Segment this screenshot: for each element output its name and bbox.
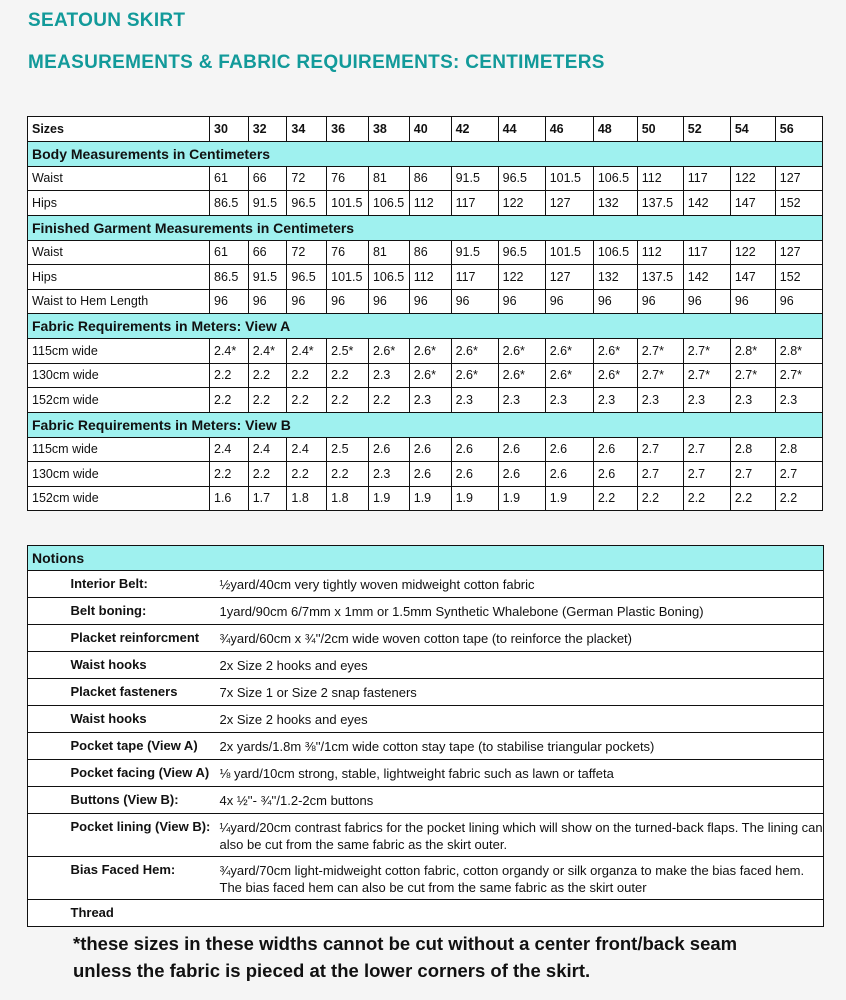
value-cell: 2.2 (327, 363, 369, 388)
value-cell: 2.4* (287, 339, 327, 364)
notion-text: ⅛ yard/10cm strong, stable, lightweight fabric such as lawn or taffeta (220, 760, 824, 787)
value-cell: 91.5 (451, 240, 498, 265)
value-cell: 2.7 (637, 462, 683, 487)
value-cell: 2.2 (210, 462, 249, 487)
section-title: Body Measurements in Centimeters (28, 141, 823, 166)
notion-label: Thread (55, 900, 220, 927)
value-cell: 2.6* (498, 339, 545, 364)
size-42: 42 (451, 117, 498, 142)
size-44: 44 (498, 117, 545, 142)
table-row (28, 486, 823, 511)
value-cell: 122 (730, 240, 775, 265)
value-cell: 2.7 (683, 462, 730, 487)
value-cell: 2.3 (637, 388, 683, 413)
value-cell: 2.2 (593, 486, 637, 511)
value-cell: 96 (409, 289, 451, 314)
value-cell: 2.6 (498, 437, 545, 462)
value-cell: 1.6 (210, 486, 249, 511)
row-label: 130cm wide (28, 363, 210, 388)
value-cell: 96 (545, 289, 593, 314)
value-cell: 112 (637, 166, 683, 191)
value-cell: 2.6* (409, 339, 451, 364)
value-cell: 96.5 (287, 265, 327, 290)
notion-label: Waist hooks (55, 652, 220, 679)
notion-row (28, 706, 824, 733)
value-cell: 127 (775, 166, 822, 191)
value-cell: 2.6* (451, 363, 498, 388)
value-cell: 96 (248, 289, 287, 314)
value-cell: 2.3 (368, 462, 409, 487)
value-cell: 1.9 (368, 486, 409, 511)
value-cell: 2.2 (327, 388, 369, 413)
notion-label: Placket fasteners (55, 679, 220, 706)
table-row (28, 191, 823, 216)
notion-row (28, 652, 824, 679)
value-cell: 1.9 (545, 486, 593, 511)
value-cell: 106.5 (593, 240, 637, 265)
value-cell: 2.2 (210, 388, 249, 413)
value-cell: 81 (368, 166, 409, 191)
value-cell: 2.7 (730, 462, 775, 487)
row-label: Waist (28, 166, 210, 191)
value-cell: 86.5 (210, 265, 249, 290)
section-header-row (28, 215, 823, 240)
table-row (28, 265, 823, 290)
footnote: *these sizes in these widths cannot be cut without a center front/back seam unless the fabric is pieced at the lower corners of the skirt. (73, 933, 738, 981)
value-cell: 137.5 (637, 191, 683, 216)
notion-text: ¾yard/70cm light-midweight cotton fabric, cotton organdy or silk organza to make the bias faced hem. The bias faced hem can also be cut from the same fabric as the skirt outer (220, 857, 824, 900)
notions-header-row (28, 546, 824, 571)
notion-label: Interior Belt: (55, 571, 220, 598)
notion-indent (28, 598, 55, 625)
value-cell: 2.8* (730, 339, 775, 364)
value-cell: 137.5 (637, 265, 683, 290)
value-cell: 96.5 (287, 191, 327, 216)
notion-row (28, 733, 824, 760)
notion-row (28, 857, 824, 900)
notion-label: Belt boning: (55, 598, 220, 625)
value-cell: 72 (287, 166, 327, 191)
value-cell: 96 (683, 289, 730, 314)
notion-text: ½yard/40cm very tightly woven midweight cotton fabric (220, 571, 824, 598)
notion-label: Waist hooks (55, 706, 220, 733)
value-cell: 2.7* (637, 363, 683, 388)
value-cell: 72 (287, 240, 327, 265)
table-row (28, 240, 823, 265)
notion-indent (28, 787, 55, 814)
value-cell: 2.2 (368, 388, 409, 413)
value-cell: 2.3 (683, 388, 730, 413)
notions-table (27, 545, 824, 927)
section-title: Fabric Requirements in Meters: View B (28, 412, 823, 437)
notion-row (28, 787, 824, 814)
value-cell: 117 (451, 265, 498, 290)
value-cell: 2.3 (730, 388, 775, 413)
value-cell: 117 (683, 240, 730, 265)
size-30: 30 (210, 117, 249, 142)
value-cell: 96 (327, 289, 369, 314)
value-cell: 2.2 (287, 363, 327, 388)
value-cell: 132 (593, 265, 637, 290)
value-cell: 2.6* (593, 339, 637, 364)
value-cell: 2.7* (683, 339, 730, 364)
value-cell: 96 (451, 289, 498, 314)
notion-row (28, 679, 824, 706)
value-cell: 96 (637, 289, 683, 314)
value-cell: 2.2 (775, 486, 822, 511)
value-cell: 2.2 (730, 486, 775, 511)
size-56: 56 (775, 117, 822, 142)
value-cell: 2.4* (210, 339, 249, 364)
notion-row (28, 760, 824, 787)
notion-indent (28, 625, 55, 652)
value-cell: 112 (409, 191, 451, 216)
table-row (28, 437, 823, 462)
value-cell: 2.6* (368, 339, 409, 364)
value-cell: 2.6* (451, 339, 498, 364)
sizes-header-row (28, 117, 823, 142)
value-cell: 2.7 (637, 437, 683, 462)
section-header-row (28, 412, 823, 437)
value-cell: 2.2 (248, 363, 287, 388)
value-cell: 86 (409, 166, 451, 191)
value-cell: 2.6 (545, 462, 593, 487)
value-cell: 66 (248, 240, 287, 265)
value-cell: 96 (368, 289, 409, 314)
size-50: 50 (637, 117, 683, 142)
value-cell: 2.6 (409, 462, 451, 487)
notion-label: Bias Faced Hem: (55, 857, 220, 900)
notion-row (28, 571, 824, 598)
value-cell: 117 (683, 166, 730, 191)
value-cell: 2.6* (593, 363, 637, 388)
value-cell: 2.5* (327, 339, 369, 364)
size-52: 52 (683, 117, 730, 142)
value-cell: 2.6 (593, 437, 637, 462)
value-cell: 142 (683, 265, 730, 290)
notion-text: 2x Size 2 hooks and eyes (220, 706, 824, 733)
value-cell: 91.5 (451, 166, 498, 191)
value-cell: 2.6* (545, 363, 593, 388)
table-row (28, 166, 823, 191)
notions-title: Notions (28, 546, 824, 571)
size-54: 54 (730, 117, 775, 142)
row-label: 152cm wide (28, 486, 210, 511)
value-cell: 2.3 (593, 388, 637, 413)
notion-indent (28, 900, 55, 927)
notion-label: Pocket facing (View A) (55, 760, 220, 787)
value-cell: 81 (368, 240, 409, 265)
value-cell: 106.5 (368, 265, 409, 290)
value-cell: 101.5 (545, 166, 593, 191)
value-cell: 2.6 (593, 462, 637, 487)
size-46: 46 (545, 117, 593, 142)
sizes-label: Sizes (28, 117, 210, 142)
notion-indent (28, 814, 55, 857)
value-cell: 2.7* (637, 339, 683, 364)
value-cell: 147 (730, 191, 775, 216)
value-cell: 1.9 (409, 486, 451, 511)
value-cell: 2.2 (637, 486, 683, 511)
row-label: Waist (28, 240, 210, 265)
notion-label: Pocket tape (View A) (55, 733, 220, 760)
section-title: Finished Garment Measurements in Centimeters (28, 215, 823, 240)
value-cell: 2.2 (683, 486, 730, 511)
value-cell: 96.5 (498, 240, 545, 265)
section-title: Fabric Requirements in Meters: View A (28, 314, 823, 339)
row-label: Hips (28, 265, 210, 290)
value-cell: 101.5 (327, 191, 369, 216)
size-34: 34 (287, 117, 327, 142)
value-cell: 2.3 (775, 388, 822, 413)
notion-row (28, 625, 824, 652)
value-cell: 122 (498, 265, 545, 290)
value-cell: 2.2 (327, 462, 369, 487)
value-cell: 1.7 (248, 486, 287, 511)
size-40: 40 (409, 117, 451, 142)
value-cell: 2.6* (545, 339, 593, 364)
value-cell: 106.5 (368, 191, 409, 216)
value-cell: 106.5 (593, 166, 637, 191)
value-cell: 2.2 (248, 462, 287, 487)
notion-text: 4x ½''- ¾''/1.2-2cm buttons (220, 787, 824, 814)
value-cell: 1.9 (451, 486, 498, 511)
value-cell: 2.3 (498, 388, 545, 413)
value-cell: 2.3 (368, 363, 409, 388)
value-cell: 1.9 (498, 486, 545, 511)
row-label: Hips (28, 191, 210, 216)
value-cell: 96 (210, 289, 249, 314)
value-cell: 76 (327, 240, 369, 265)
section-header-row (28, 141, 823, 166)
table-row (28, 462, 823, 487)
notion-indent (28, 652, 55, 679)
value-cell: 122 (498, 191, 545, 216)
value-cell: 86 (409, 240, 451, 265)
value-cell: 112 (637, 240, 683, 265)
value-cell: 2.6 (451, 437, 498, 462)
value-cell: 96 (775, 289, 822, 314)
row-label: 152cm wide (28, 388, 210, 413)
value-cell: 2.7* (683, 363, 730, 388)
measurements-table (27, 116, 823, 511)
value-cell: 86.5 (210, 191, 249, 216)
value-cell: 2.8* (775, 339, 822, 364)
value-cell: 127 (545, 265, 593, 290)
section-header-row (28, 314, 823, 339)
notion-indent (28, 706, 55, 733)
value-cell: 2.6* (409, 363, 451, 388)
value-cell: 2.8 (730, 437, 775, 462)
value-cell: 2.4 (248, 437, 287, 462)
value-cell: 2.4 (287, 437, 327, 462)
value-cell: 61 (210, 240, 249, 265)
size-36: 36 (327, 117, 369, 142)
notion-text: 2x Size 2 hooks and eyes (220, 652, 824, 679)
notion-indent (28, 733, 55, 760)
table-row (28, 289, 823, 314)
value-cell: 127 (545, 191, 593, 216)
size-38: 38 (368, 117, 409, 142)
notion-row (28, 814, 824, 857)
notion-text: 7x Size 1 or Size 2 snap fasteners (220, 679, 824, 706)
table-row (28, 363, 823, 388)
size-32: 32 (248, 117, 287, 142)
value-cell: 2.4 (210, 437, 249, 462)
value-cell: 96 (498, 289, 545, 314)
value-cell: 2.2 (210, 363, 249, 388)
value-cell: 2.5 (327, 437, 369, 462)
notion-text: 2x yards/1.8m ⅜''/1cm wide cotton stay tape (to stabilise triangular pockets) (220, 733, 824, 760)
value-cell: 127 (775, 240, 822, 265)
value-cell: 91.5 (248, 191, 287, 216)
value-cell: 96 (593, 289, 637, 314)
table-row (28, 388, 823, 413)
value-cell: 122 (730, 166, 775, 191)
value-cell: 132 (593, 191, 637, 216)
notion-text (220, 900, 824, 927)
size-48: 48 (593, 117, 637, 142)
value-cell: 2.7* (730, 363, 775, 388)
notion-indent (28, 679, 55, 706)
value-cell: 101.5 (545, 240, 593, 265)
notion-row (28, 900, 824, 927)
notion-indent (28, 760, 55, 787)
value-cell: 1.8 (327, 486, 369, 511)
value-cell: 2.7* (775, 363, 822, 388)
value-cell: 152 (775, 191, 822, 216)
value-cell: 2.2 (287, 388, 327, 413)
value-cell: 152 (775, 265, 822, 290)
value-cell: 91.5 (248, 265, 287, 290)
row-label: 130cm wide (28, 462, 210, 487)
notion-text: ¾yard/60cm x ¾''/2cm wide woven cotton tape (to reinforce the placket) (220, 625, 824, 652)
table-row (28, 339, 823, 364)
value-cell: 2.6 (451, 462, 498, 487)
value-cell: 142 (683, 191, 730, 216)
value-cell: 2.6 (545, 437, 593, 462)
notion-indent (28, 571, 55, 598)
value-cell: 66 (248, 166, 287, 191)
value-cell: 2.4* (248, 339, 287, 364)
notion-row (28, 598, 824, 625)
value-cell: 112 (409, 265, 451, 290)
row-label: Waist to Hem Length (28, 289, 210, 314)
value-cell: 2.7 (683, 437, 730, 462)
notion-label: Buttons (View B): (55, 787, 220, 814)
value-cell: 61 (210, 166, 249, 191)
value-cell: 2.3 (545, 388, 593, 413)
value-cell: 1.8 (287, 486, 327, 511)
value-cell: 2.6 (498, 462, 545, 487)
value-cell: 147 (730, 265, 775, 290)
row-label: 115cm wide (28, 437, 210, 462)
value-cell: 2.2 (248, 388, 287, 413)
value-cell: 101.5 (327, 265, 369, 290)
value-cell: 2.7 (775, 462, 822, 487)
value-cell: 76 (327, 166, 369, 191)
pattern-title: SEATOUN SKIRT (28, 10, 186, 31)
value-cell: 2.3 (409, 388, 451, 413)
notion-label: Pocket lining (View B): (55, 814, 220, 857)
notion-text: ¼yard/20cm contrast fabrics for the pocket lining which will show on the turned-back flaps. The lining can also be cut from the same fabric as the skirt outer. (220, 814, 824, 857)
value-cell: 96 (730, 289, 775, 314)
notion-indent (28, 857, 55, 900)
page-subtitle: MEASUREMENTS & FABRIC REQUIREMENTS: CENTIMETERS (28, 52, 605, 73)
value-cell: 96.5 (498, 166, 545, 191)
value-cell: 117 (451, 191, 498, 216)
notion-label: Placket reinforcment (55, 625, 220, 652)
notion-text: 1yard/90cm 6/7mm x 1mm or 1.5mm Synthetic Whalebone (German Plastic Boning) (220, 598, 824, 625)
value-cell: 96 (287, 289, 327, 314)
value-cell: 2.6 (368, 437, 409, 462)
row-label: 115cm wide (28, 339, 210, 364)
value-cell: 2.6 (409, 437, 451, 462)
value-cell: 2.6* (498, 363, 545, 388)
value-cell: 2.8 (775, 437, 822, 462)
value-cell: 2.3 (451, 388, 498, 413)
value-cell: 2.2 (287, 462, 327, 487)
